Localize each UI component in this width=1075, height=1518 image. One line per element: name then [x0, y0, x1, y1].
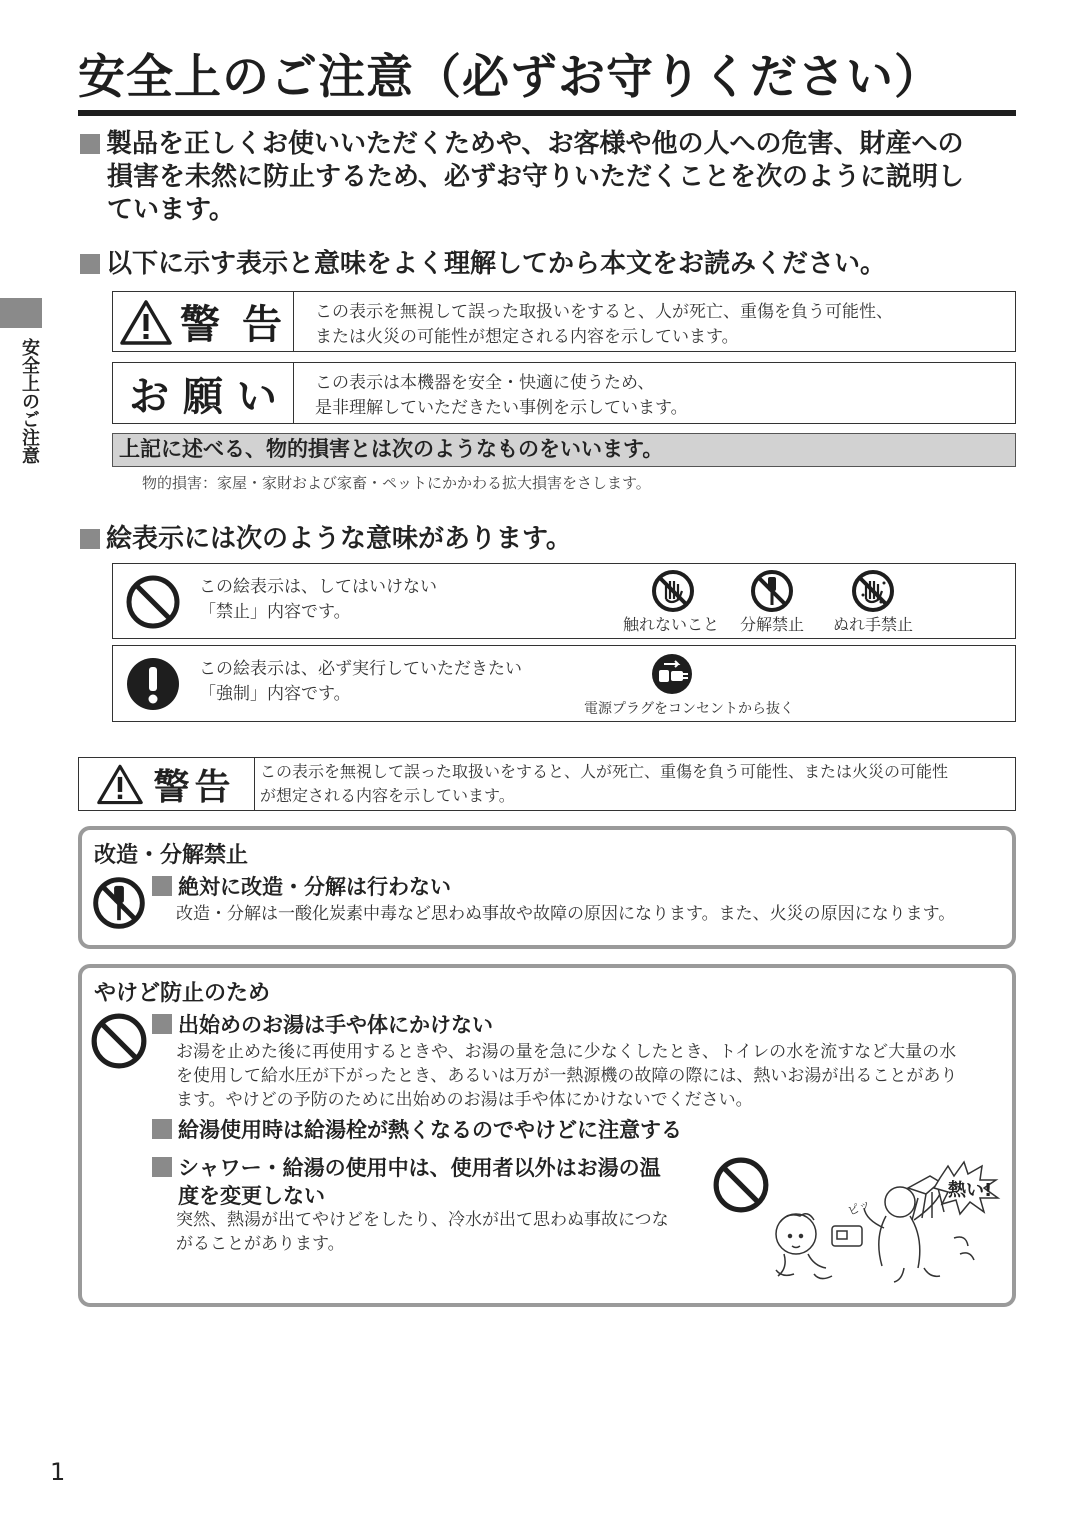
- item-body: [176, 1040, 957, 1112]
- bullet-square-icon: [152, 876, 172, 896]
- warning-bar: [78, 757, 1016, 811]
- item-heading-text: 出始めのお湯は手や体にかけない: [178, 1013, 493, 1037]
- item-heading-text: 絶対に改造・分解は行わない: [178, 875, 451, 899]
- intro-line-3: ています。: [107, 195, 235, 225]
- item-body: [176, 1208, 669, 1256]
- panel-title: やけど防止のため: [94, 981, 271, 1006]
- bullet-square-icon: [152, 1014, 172, 1034]
- unplug-icon: [650, 652, 694, 696]
- warning-label-row: [112, 291, 1016, 352]
- no-disassembly-caption: 分解禁止: [740, 615, 805, 634]
- no-touch-caption: 触れないこと: [623, 615, 720, 634]
- panel-title: 改造・分解禁止: [94, 843, 249, 868]
- request-description: [315, 371, 1005, 421]
- intro-line-2: 損害を未然に防止するため、必ずお守りいただくことを次のように説明し: [107, 162, 964, 192]
- warning-desc-line-1: この表示を無視して誤った取扱いをすると、人が死亡、重傷を負う可能性、: [315, 302, 893, 322]
- mandatory-text-line-1: この絵表示は、必ず実行していただきたい: [199, 659, 522, 679]
- property-damage-note: 物的損害：家屋・家財および家畜・ペットにかかわる拡大損害をさします。: [142, 474, 651, 492]
- bullet-square-icon: [152, 1119, 172, 1139]
- warning-bar-label-text: 警告: [153, 766, 236, 808]
- no-wet-hands-icon: [851, 569, 895, 613]
- bullet-square-icon: [80, 254, 100, 274]
- title-underline: [78, 110, 1016, 116]
- warning-bar-desc-line-2: が想定される内容を示しています。: [260, 786, 515, 805]
- mandatory-icon-row: [112, 645, 1016, 722]
- warning-description: [315, 300, 1005, 350]
- no-wet-hands-caption: ぬれ手禁止: [833, 615, 914, 634]
- item-heading: [152, 1011, 493, 1039]
- intro-paragraph: [80, 128, 1020, 227]
- no-touch-icon: [651, 569, 695, 613]
- warning-triangle-icon: [120, 299, 172, 345]
- warning-label-text: 警 告: [180, 302, 286, 348]
- item-heading: [152, 873, 451, 901]
- no-disassembly-icon: [750, 569, 794, 613]
- request-label-row: [112, 362, 1016, 424]
- bullet-square-icon: [152, 1157, 172, 1177]
- prohibit-icon-row: [112, 563, 1016, 639]
- mandatory-text: [199, 657, 522, 707]
- item-heading-text-line-2: 度を変更しない: [178, 1184, 325, 1208]
- item-body-line-1: 突然、熱湯が出てやけどをしたり、冷水が出て思わぬ事故につな: [176, 1210, 669, 1230]
- bullet-square-icon: [80, 529, 100, 549]
- request-desc-line-1: この表示は本機器を安全・快適に使うため、: [315, 373, 655, 393]
- prohibit-icon: [125, 574, 181, 630]
- burn-illustration: [754, 1158, 1006, 1288]
- illustration-hot-text: 熱い!: [948, 1180, 993, 1201]
- page-title: 安全上のご注意（必ずお守りください）: [78, 50, 942, 105]
- warning-triangle-icon: [97, 763, 143, 805]
- unplug-caption: 電源プラグをコンセントから抜く: [584, 701, 794, 717]
- item-body-line-2: を使用して給水圧が下がったとき、あるいは万が一熱源機の故障の際には、熱いお湯が出ることがあり: [176, 1066, 958, 1086]
- bullet-square-icon: [80, 134, 100, 154]
- request-desc-line-2: 是非理解していただきたい事例を示しています。: [315, 398, 688, 418]
- request-label: [113, 363, 294, 423]
- side-tab-marker: [0, 298, 42, 328]
- item-heading: [152, 1116, 682, 1144]
- prohibit-text: [199, 575, 437, 625]
- warning-label: [113, 292, 294, 351]
- property-damage-strip: 上記に述べる、物的損害とは次のようなものをいいます。: [112, 433, 1016, 467]
- item-body: 改造・分解は一酸化炭素中毒など思わぬ事故や故障の原因になります。また、火災の原因になります。: [176, 904, 956, 924]
- side-tab-label: 安全上のご注意: [19, 338, 40, 464]
- warning-bar-label: [79, 758, 255, 810]
- no-disassembly-icon: [92, 876, 146, 930]
- prohibit-icon: [90, 1012, 148, 1070]
- panel-modification-prohibited: [78, 826, 1016, 949]
- item-heading-text: 給湯使用時は給湯栓が熱くなるのでやけどに注意する: [178, 1118, 682, 1142]
- panel-burn-prevention: [78, 964, 1016, 1307]
- item-heading-text: シャワー・給湯の使用中は、使用者以外はお湯の温: [178, 1156, 661, 1180]
- intro-line-1: 製品を正しくお使いいただくためや、お客様や他の人への危害、財産への: [106, 129, 964, 159]
- item-body-line-3: ます。やけどの予防のために出始めのお湯は手や体にかけないでください。: [176, 1090, 753, 1110]
- item-heading: [152, 1154, 661, 1210]
- illustration-beep-text: ピッ: [845, 1196, 873, 1219]
- heading-labels-text: 以下に示す表示と意味をよく理解してから本文をお読みください。: [106, 249, 887, 279]
- page-number: 1: [50, 1458, 66, 1486]
- item-body-line-2: がることがあります。: [176, 1234, 345, 1254]
- warning-desc-line-2: または火災の可能性が想定される内容を示しています。: [315, 327, 739, 347]
- request-label-text: お 願 い: [129, 373, 277, 420]
- item-body-line-1: お湯を止めた後に再使用するときや、お湯の量を急に少なくしたとき、トイレの水を流すなど大量の水: [176, 1042, 957, 1062]
- heading-icons-text: 絵表示には次のような意味があります。: [106, 524, 572, 554]
- warning-bar-desc-line-1: この表示を無視して誤った取扱いをすると、人が死亡、重傷を負う可能性、または火災の可能性: [260, 762, 949, 781]
- heading-icons: [80, 523, 572, 555]
- prohibit-text-line-2: 「禁止」内容です。: [199, 602, 351, 622]
- mandatory-icon: [125, 656, 181, 712]
- heading-labels: [80, 248, 886, 280]
- warning-bar-description: [260, 760, 1009, 808]
- prohibit-text-line-1: この絵表示は、してはいけない: [199, 577, 437, 597]
- mandatory-text-line-2: 「強制」内容です。: [199, 684, 351, 704]
